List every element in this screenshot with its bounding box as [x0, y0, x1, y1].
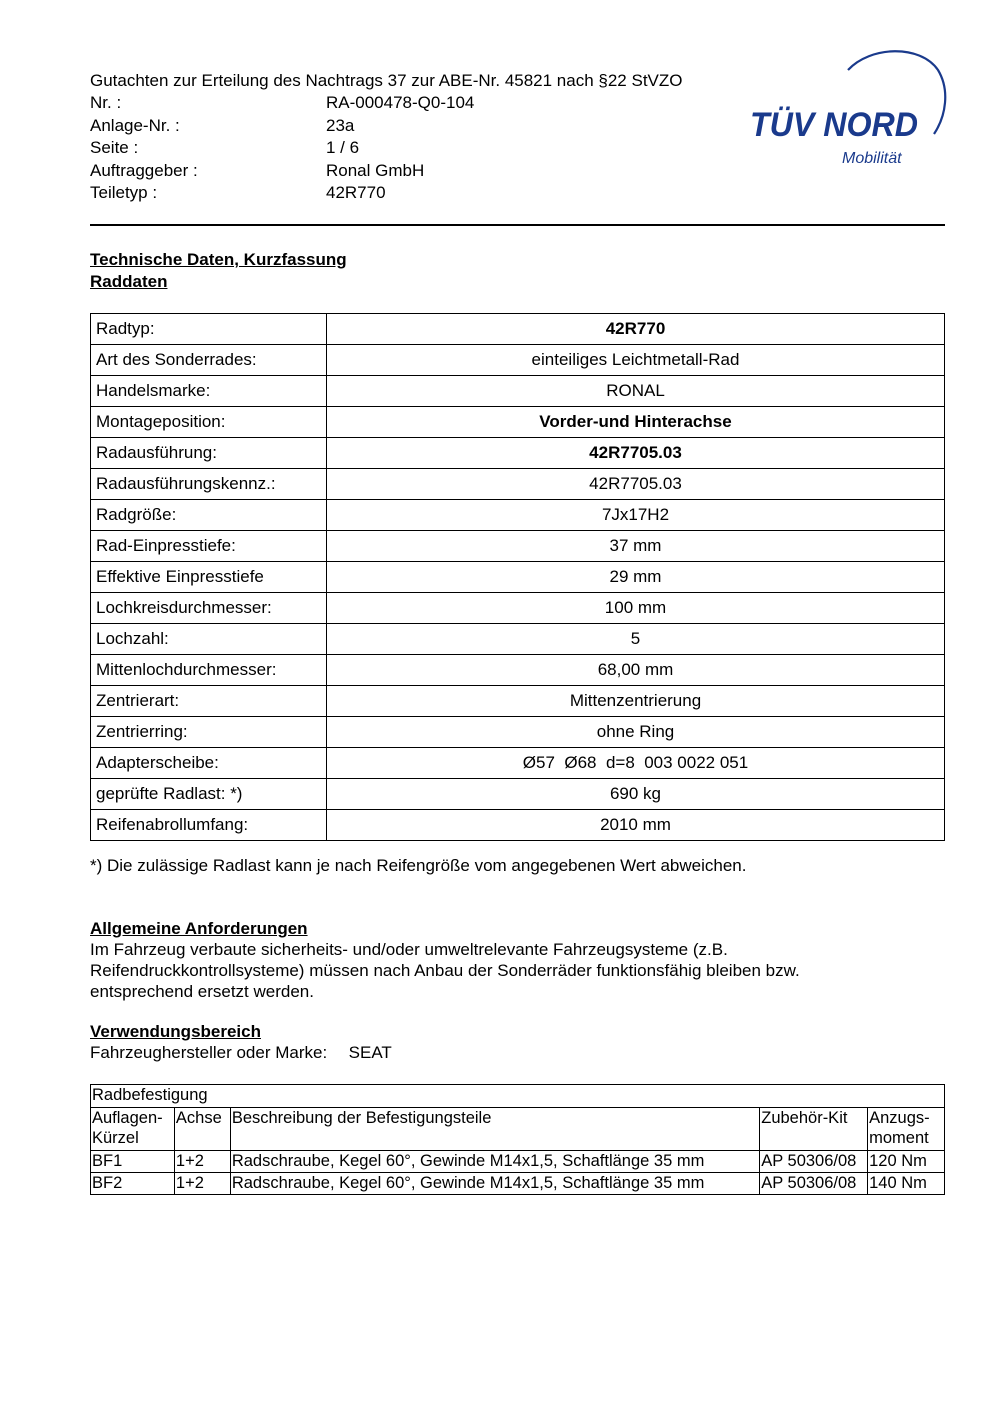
fixing-cell: Radschraube, Kegel 60°, Gewinde M14x1,5, Schaftlänge 35 mm: [230, 1151, 759, 1173]
tech-row: [91, 748, 945, 779]
usage-label: Fahrzeughersteller oder Marke:: [90, 1043, 328, 1062]
header-field-label: Nr. :: [90, 93, 122, 112]
tech-value: 2010 mm: [327, 810, 945, 841]
tech-value: Ø57 Ø68 d=8 003 0022 051: [327, 748, 945, 779]
header-field: [90, 92, 750, 114]
header-field-value: 23a: [326, 115, 355, 135]
header-divider: [90, 224, 945, 226]
header-field-value: RA-000478-Q0-104: [326, 93, 475, 112]
section-title-usage: Verwendungsbereich: [90, 1022, 261, 1041]
logo-brand-text: TÜV NORD: [750, 106, 918, 144]
section-title-requirements: Allgemeine Anforderungen: [90, 919, 308, 938]
tech-row: [91, 500, 945, 531]
header-field-label: Auftraggeber :: [90, 160, 198, 180]
tech-row: [91, 438, 945, 469]
tech-label: Handelsmarke:: [91, 376, 327, 407]
fixing-cell: AP 50306/08: [760, 1151, 868, 1173]
tech-label: Montageposition:: [91, 407, 327, 438]
fixing-header-cell: Auflagen- Kürzel: [91, 1108, 175, 1151]
tech-row: [91, 314, 945, 345]
tech-label: Zentrierring:: [91, 717, 327, 748]
tech-row: [91, 345, 945, 376]
wheel-fixing-table: [90, 1084, 945, 1195]
fixing-cell: BF1: [91, 1151, 175, 1173]
header-field-label: Seite :: [90, 138, 139, 157]
tech-label: Rad-Einpresstiefe:: [91, 531, 327, 562]
tech-data-table: [90, 313, 945, 841]
fixing-header-cell: Achse: [174, 1108, 230, 1151]
fixing-header-row: [91, 1108, 945, 1151]
header-field-label: Anlage-Nr. :: [90, 115, 180, 135]
tech-value: 5: [327, 624, 945, 655]
tech-label: Radausführungskennz.:: [91, 469, 327, 500]
tech-value: 100 mm: [327, 593, 945, 624]
header-field: [90, 137, 750, 159]
tech-row: [91, 562, 945, 593]
fixing-cell: 1+2: [174, 1173, 230, 1195]
tech-value: einteiliges Leichtmetall-Rad: [327, 345, 945, 376]
tech-value: 29 mm: [327, 562, 945, 593]
tech-value: RONAL: [327, 376, 945, 407]
tech-label: Lochzahl:: [91, 624, 327, 655]
tech-label: Radausführung:: [91, 438, 327, 469]
tech-label: geprüfte Radlast: *): [91, 779, 327, 810]
tech-label: Reifenabrollumfang:: [91, 810, 327, 841]
tech-label: Mittenlochdurchmesser:: [91, 655, 327, 686]
tech-label: Art des Sonderrades:: [91, 345, 327, 376]
tech-value: ohne Ring: [327, 717, 945, 748]
tech-label: Zentrierart:: [91, 686, 327, 717]
tech-row: [91, 469, 945, 500]
tuv-nord-logo: [750, 48, 950, 173]
section-title-tech: Technische Daten, Kurzfassung: [90, 250, 347, 269]
tech-value: 37 mm: [327, 531, 945, 562]
tech-row: [91, 407, 945, 438]
fixing-header-cell: Anzugs- moment: [868, 1108, 945, 1151]
tech-value: 42R770: [327, 314, 945, 345]
header-field: [90, 115, 750, 137]
tech-label: Radtyp:: [91, 314, 327, 345]
tech-row: [91, 376, 945, 407]
tech-label: Effektive Einpresstiefe: [91, 562, 327, 593]
tech-value: Mittenzentrierung: [327, 686, 945, 717]
tech-row: [91, 779, 945, 810]
section-subtitle-raddaten: Raddaten: [90, 272, 168, 291]
tech-row: [91, 655, 945, 686]
tech-value: 42R7705.03: [327, 438, 945, 469]
fixing-header-cell: Beschreibung der Befestigungsteile: [230, 1108, 759, 1151]
tech-row: [91, 686, 945, 717]
tech-value: 42R7705.03: [327, 469, 945, 500]
fixing-cell: 1+2: [174, 1151, 230, 1173]
fixing-cell: 140 Nm: [868, 1173, 945, 1195]
header-field-value: 42R770: [326, 183, 386, 202]
logo-sub-text: Mobilität: [842, 150, 902, 167]
fixing-cell: Radschraube, Kegel 60°, Gewinde M14x1,5, Schaftlänge 35 mm: [230, 1173, 759, 1195]
usage-value: SEAT: [348, 1043, 392, 1062]
footnote: *) Die zulässige Radlast kann je nach Reifengröße vom angegebenen Wert abweichen.: [90, 856, 747, 875]
header-field: [90, 182, 750, 204]
tech-row: [91, 810, 945, 841]
tech-value: 7Jx17H2: [327, 500, 945, 531]
fixing-row: [91, 1151, 945, 1173]
fixing-cell: BF2: [91, 1173, 175, 1195]
tech-row: [91, 717, 945, 748]
header-field-label: Teiletyp :: [90, 183, 158, 202]
fixing-cell: 120 Nm: [868, 1151, 945, 1173]
requirements-text: Im Fahrzeug verbaute sicherheits- und/oder umweltrelevante Fahrzeugsysteme (z.B. Reifendruckkontrollsysteme) müssen nach Anbau der Sonderräder funktionsfähig bleiben bzw. entsprechend ersetzt werden.: [90, 940, 800, 1001]
tech-label: Radgröße:: [91, 500, 327, 531]
tech-value: 68,00 mm: [327, 655, 945, 686]
fixing-cell: AP 50306/08: [760, 1173, 868, 1195]
header-field-value: 1 / 6: [326, 138, 360, 157]
tech-label: Lochkreisdurchmesser:: [91, 593, 327, 624]
header-field: [90, 160, 750, 182]
header-field-value: Ronal GmbH: [326, 160, 425, 180]
document-title: Gutachten zur Erteilung des Nachtrags 37 zur ABE-Nr. 45821 nach §22 StVZO: [90, 71, 683, 90]
tech-row: [91, 531, 945, 562]
tech-value: 690 kg: [327, 779, 945, 810]
tech-label: Adapterscheibe:: [91, 748, 327, 779]
fixing-row: [91, 1173, 945, 1195]
fixing-table-title: Radbefestigung: [91, 1085, 945, 1108]
tech-value: Vorder-und Hinterachse: [327, 407, 945, 438]
usage-row: [90, 1042, 940, 1063]
tech-row: [91, 593, 945, 624]
tech-row: [91, 624, 945, 655]
fixing-header-cell: Zubehör-Kit: [760, 1108, 868, 1151]
